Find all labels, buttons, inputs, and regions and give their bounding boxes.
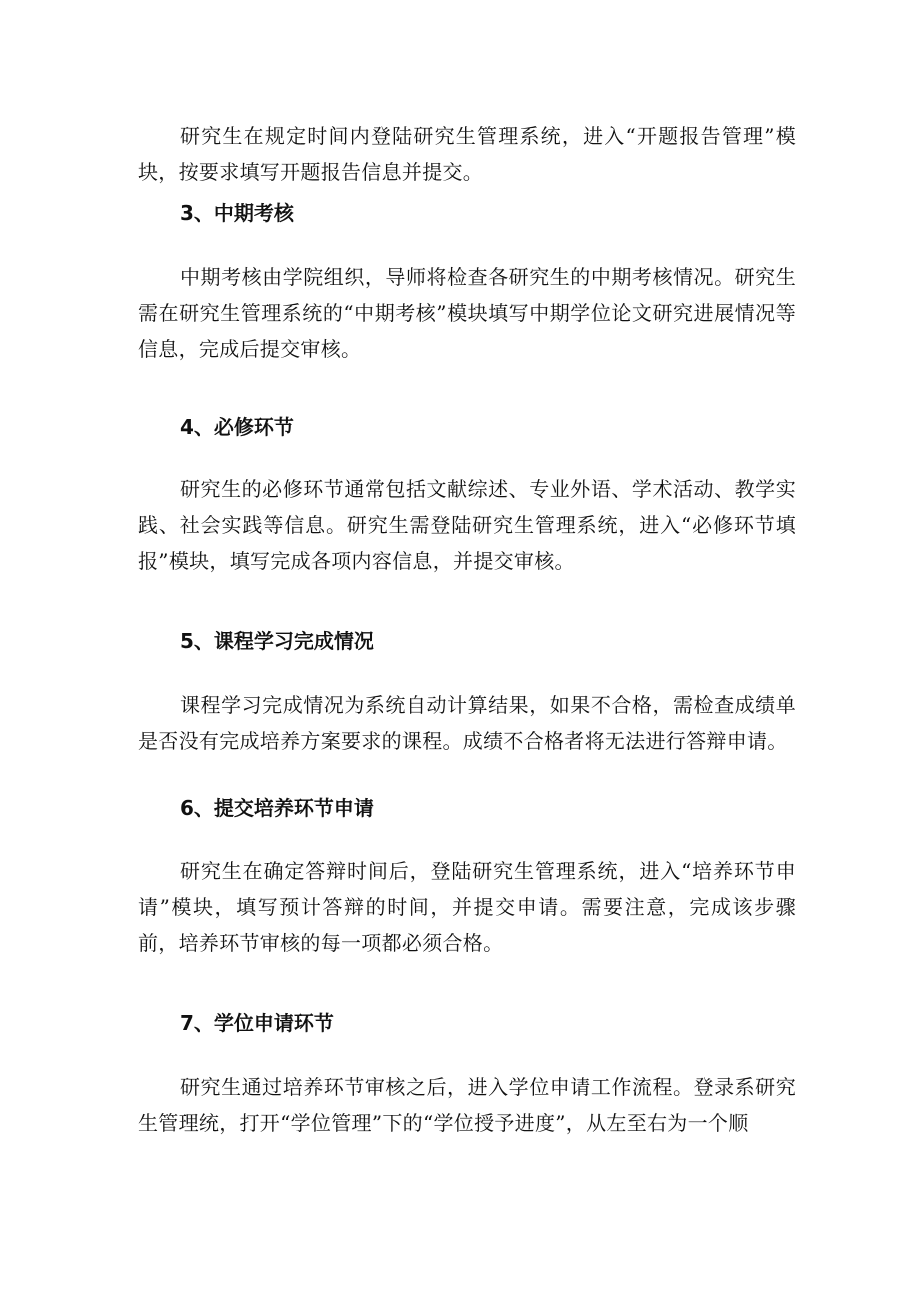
paragraph-course-completion: 课程学习完成情况为系统自动计算结果，如果不合格，需检查成绩单是否没有完成培养方案要求的课程。成绩不合格者将无法进行答辩申请。: [138, 693, 796, 753]
heading-submit-training-application: 6、提交培养环节申请: [180, 796, 374, 820]
heading-course-completion: 5、课程学习完成情况: [180, 629, 374, 653]
heading-midterm-review: 3、中期考核: [180, 201, 294, 225]
paragraph-required-components: 研究生的必修环节通常包括文献综述、专业外语、学术活动、教学实践、社会实践等信息。研究生需登陆研究生管理系统，进入“必修环节填报”模块，填写完成各项内容信息，并提交审核。: [138, 477, 796, 573]
paragraph-proposal-report: 研究生在规定时间内登陆研究生管理系统，进入“开题报告管理”模块，按要求填写开题报告信息并提交。: [138, 124, 796, 184]
paragraph-submit-training-application: 研究生在确定答辩时间后，登陆研究生管理系统，进入“培养环节申请”模块，填写预计答辩的时间，并提交申请。需要注意，完成该步骤前，培养环节审核的每一项都必须合格。: [138, 859, 796, 955]
heading-degree-application: 7、学位申请环节: [180, 1011, 334, 1035]
paragraph-degree-application: 研究生通过培养环节审核之后，进入学位申请工作流程。登录系研究生管理统，打开“学位管理”下的“学位授予进度”，从左至右为一个顺: [138, 1075, 796, 1135]
heading-required-components: 4、必修环节: [180, 415, 294, 439]
paragraph-midterm-review: 中期考核由学院组织，导师将检查各研究生的中期考核情况。研究生需在研究生管理系统的“中期考核”模块填写中期学位论文研究进展情况等信息，完成后提交审核。: [138, 265, 796, 361]
